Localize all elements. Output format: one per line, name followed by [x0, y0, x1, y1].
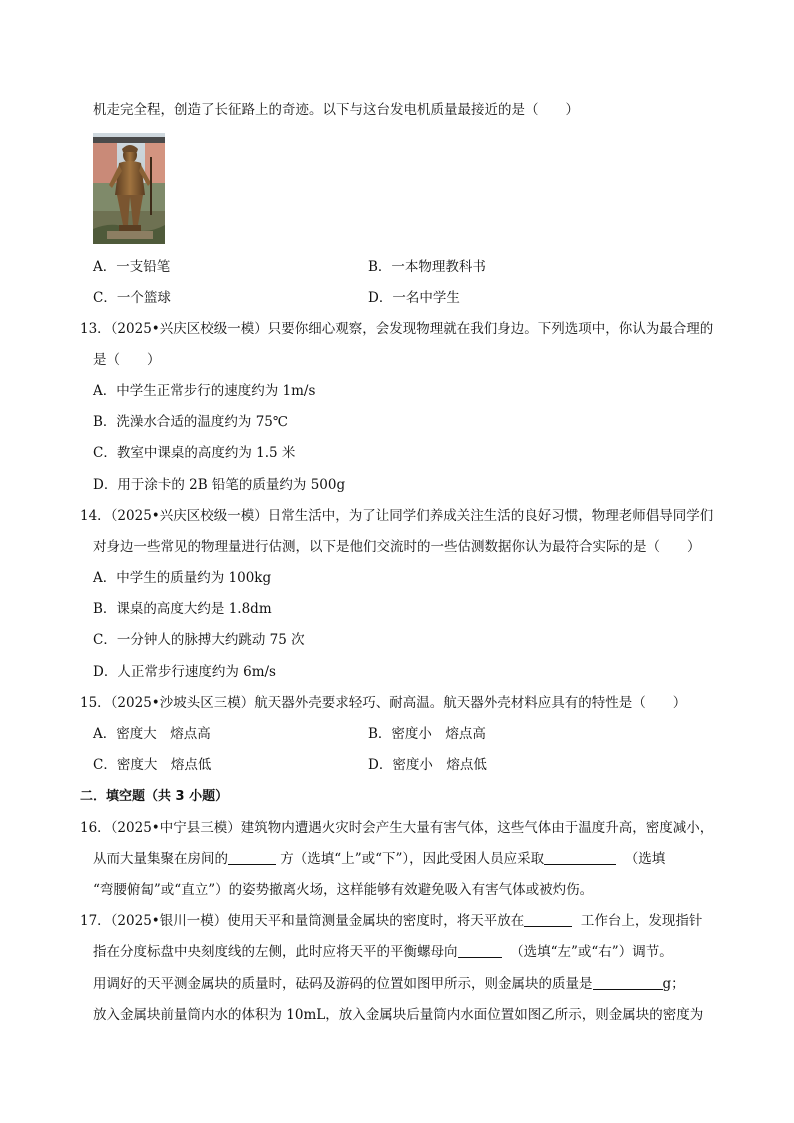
- q15-option-a[interactable]: A．密度大 熔点高: [93, 726, 211, 742]
- q17-text-2a: 指在分度标盘中央刻度线的左侧，此时应将天平的平衡螺母向: [93, 944, 458, 960]
- q16-blank-1[interactable]: [228, 850, 276, 865]
- q12-option-d[interactable]: D．一名中学生: [368, 290, 460, 306]
- q17-stem-line1: [80, 912, 702, 930]
- q13-option-d[interactable]: D．用于涂卡的 2B 铅笔的质量约为 500g: [93, 477, 346, 493]
- q15-option-b[interactable]: B．密度小 熔点高: [368, 726, 486, 742]
- q17-blank-2[interactable]: [458, 943, 502, 958]
- statue-image: [93, 133, 165, 244]
- q17-stem-line4: 放入金属块前量筒内水的体积为 10mL，放入金属块后量筒内水面位置如图乙所示，则金属块的密度为: [93, 1007, 704, 1023]
- q17-text-1b: 工作台上，发现指针: [580, 913, 703, 929]
- q14-stem-line2: 对身边一些常见的物理量进行估测，以下是他们交流时的一些估测数据你认为最符合实际的是（ ）: [93, 539, 701, 555]
- q13-stem-line2: 是（ ）: [93, 352, 161, 368]
- soldier-statue-photo: [93, 133, 165, 244]
- q14-option-b[interactable]: B．课桌的高度大约是 1.8dm: [93, 601, 272, 617]
- q12-stem-tail: 机走完全程，创造了长征路上的奇迹。以下与这台发电机质量最接近的是（ ）: [93, 102, 579, 118]
- q15-option-d[interactable]: D．密度小 熔点低: [368, 757, 487, 773]
- q17-text-3a: 用调好的天平测金属块的质量时，砝码及游码的位置如图甲所示，则金属块的质量是: [93, 976, 593, 992]
- q16-stem-line3: “弯腰俯匐”或“直立”）的姿势撤离火场，这样能够有效避免吸入有害气体或被灼伤。: [93, 882, 594, 898]
- q13-option-b[interactable]: B．洗澡水合适的温度约为 75℃: [93, 414, 288, 430]
- q17-text-3b: g；: [662, 976, 685, 992]
- section-fill-blank-heading: 二．填空题（共 3 小题）: [80, 789, 229, 804]
- q16-text-a: 从而大量集聚在房间的: [93, 851, 228, 867]
- q16-blank-2[interactable]: [544, 850, 616, 865]
- q13-option-a[interactable]: A．中学生正常步行的速度约为 1m/s: [93, 383, 316, 399]
- q12-option-b[interactable]: B．一本物理教科书: [368, 259, 486, 275]
- q16-text-c: （选填: [624, 851, 666, 867]
- q13-stem-line1: 13．（2025•兴庆区校级一模）只要你细心观察，会发现物理就在我们身边。下列选项中，你认为最合理的: [80, 321, 714, 337]
- q14-option-c[interactable]: C．一分钟人的脉搏大约跳动 75 次: [93, 632, 305, 648]
- q16-stem-line2: [93, 850, 665, 868]
- q17-text-1a: 17．（2025•银川一模）使用天平和量筒测量金属块的密度时，将天平放在: [80, 913, 525, 929]
- q15-option-c[interactable]: C．密度大 熔点低: [93, 757, 212, 773]
- q16-text-b: 方（选填“上”或“下”），因此受困人员应采取: [280, 851, 545, 867]
- q15-stem-line1: 15．（2025•沙坡头区三模）航天器外壳要求轻巧、耐高温。航天器外壳材料应具有的特性是（ ）: [80, 695, 687, 711]
- q17-blank-1[interactable]: [524, 912, 572, 927]
- q12-option-c[interactable]: C．一个篮球: [93, 290, 171, 306]
- q17-text-2b: （选填“左”或“右”）调节。: [510, 944, 673, 960]
- q14-option-d[interactable]: D．人正常步行速度约为 6m/s: [93, 664, 276, 680]
- q14-stem-line1: 14．（2025•兴庆区校级一模）日常生活中，为了让同学们养成关注生活的良好习惯，物理老师倡导同学们: [80, 508, 714, 524]
- q17-blank-3[interactable]: [593, 975, 663, 990]
- q17-stem-line3: [93, 975, 685, 993]
- q13-option-c[interactable]: C．教室中课桌的高度约为 1.5 米: [93, 445, 296, 461]
- q16-stem-line1: 16．（2025•中宁县三模）建筑物内遭遇火灾时会产生大量有害气体，这些气体由于温度升高，密度减小，: [80, 820, 714, 836]
- q14-option-a[interactable]: A．中学生的质量约为 100kg: [93, 570, 272, 586]
- q12-option-a[interactable]: A．一支铅笔: [93, 259, 171, 275]
- q17-stem-line2: [93, 943, 673, 961]
